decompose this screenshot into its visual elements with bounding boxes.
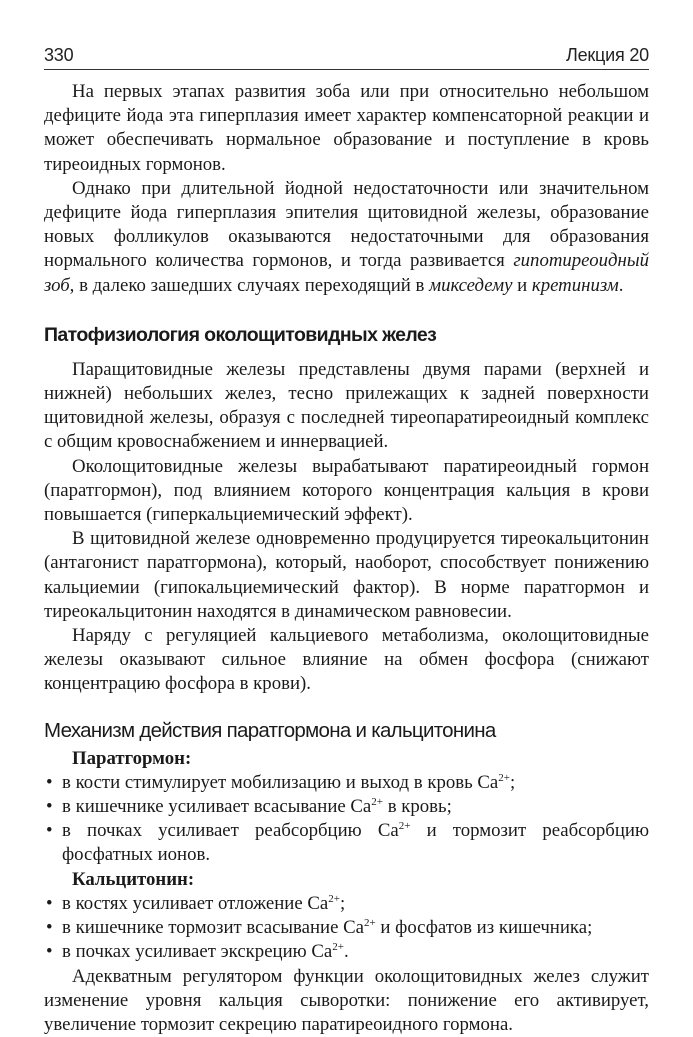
bullet-icon: • <box>46 819 53 843</box>
calcitonin-label: Кальцитонин: <box>72 868 649 892</box>
bullet-icon: • <box>46 940 53 964</box>
paragraph-anatomy: Паращитовидные железы представлены двумя парами (верхней и нижней) небольших желез, тесно прилежащих к задней поверхности щитовидной железы, образуя с последней тиреопаратиреоидный комплекс с общим кровоснабжением и иннервацией. <box>44 358 649 455</box>
header-rule <box>44 69 649 70</box>
term-hypothyroid-goiter: гипотиреоидный зоб <box>44 250 649 295</box>
bullet-icon: • <box>46 795 53 819</box>
ion-charge: 2+ <box>332 941 344 953</box>
list-item: • в костях усиливает отложение $Ca^{2+}$; <box>44 892 649 916</box>
ion-charge: 2+ <box>371 796 383 808</box>
page-number: 330 <box>44 45 73 66</box>
paragraph-regulation: Адекватным регулятором функции околощитовидных желез служит изменение уровня кальция сыворотки: понижение его активирует, увеличение тормозит секрецию паратиреоидного гормона. <box>44 965 649 1037</box>
list-item: • в кишечнике тормозит всасывание $Ca^{2+}$ и фосфатов из кишечника; <box>44 916 649 940</box>
term-myxedema: микседему <box>429 275 512 296</box>
ion-charge: 2+ <box>328 893 340 905</box>
subsection-heading: Механизм действия паратгормона и кальцитонина <box>44 717 649 745</box>
term-cretinism: кретинизм <box>532 275 619 296</box>
ion-charge: 2+ <box>399 820 411 832</box>
paragraph-parathormone: Околощитовидные железы вырабатывают паратиреоидный гормон (паратгормон), под влиянием которого концентрация кальция в крови повышается (гиперкальциемический эффект). <box>44 455 649 528</box>
list-item: • в почках усиливает реабсорбцию $Ca^{2+}$ и тормозит реабсорбцию фосфатных ионов. <box>44 819 649 867</box>
parathormone-list <box>44 771 649 868</box>
list-item: • в кости стимулирует мобилизацию и выход в кровь $Ca^{2+}$; <box>44 771 649 795</box>
list-item: • в почках усиливает экскрецию $Ca^{2+}$. <box>44 940 649 964</box>
page-body <box>44 80 649 1037</box>
paragraph-goiter-early: На первых этапах развития зоба или при относительно небольшом дефиците йода эта гиперплазия имеет характер компенсаторной реакции и может обеспечивать нормальное образование и поступление в кровь тиреоидных гормонов. <box>44 80 649 177</box>
ion-charge: 2+ <box>498 772 510 784</box>
calcitonin-list <box>44 892 649 965</box>
running-head <box>44 40 649 66</box>
paragraph-goiter-late: Однако при длительной йодной недостаточности или значительном дефиците йода гиперплазия эпителия щитовидной железы, образование новых фолликулов оказываются недостаточными для образования нормального количества гормонов, и тогда развивается гипотиреоидный зоб, в далеко зашедших случаях переходящий в микседему и кретинизм. <box>44 177 649 298</box>
bullet-icon: • <box>46 916 53 940</box>
running-title: Лекция 20 <box>566 45 649 66</box>
list-item: • в кишечнике усиливает всасывание $Ca^{2+}$ в кровь; <box>44 795 649 819</box>
bullet-icon: • <box>46 771 53 795</box>
ion-charge: 2+ <box>364 917 376 929</box>
paragraph-phosphorus: Наряду с регуляцией кальциевого метаболизма, околощитовидные железы оказывают сильное влияние на обмен фосфора (снижают концентрацию фосфора в крови). <box>44 624 649 697</box>
section-heading: Патофизиология околощитовидных желез <box>44 322 649 348</box>
parathormone-label: Паратгормон: <box>72 747 649 771</box>
bullet-icon: • <box>46 892 53 916</box>
paragraph-calcitonin: В щитовидной железе одновременно продуцируется тиреокальцитонин (антагонист паратгормона), который, наоборот, способствует понижению кальциемии (гипокальциемический фактор). В норме паратгормон и тиреокальцитонин находятся в динамическом равновесии. <box>44 527 649 624</box>
